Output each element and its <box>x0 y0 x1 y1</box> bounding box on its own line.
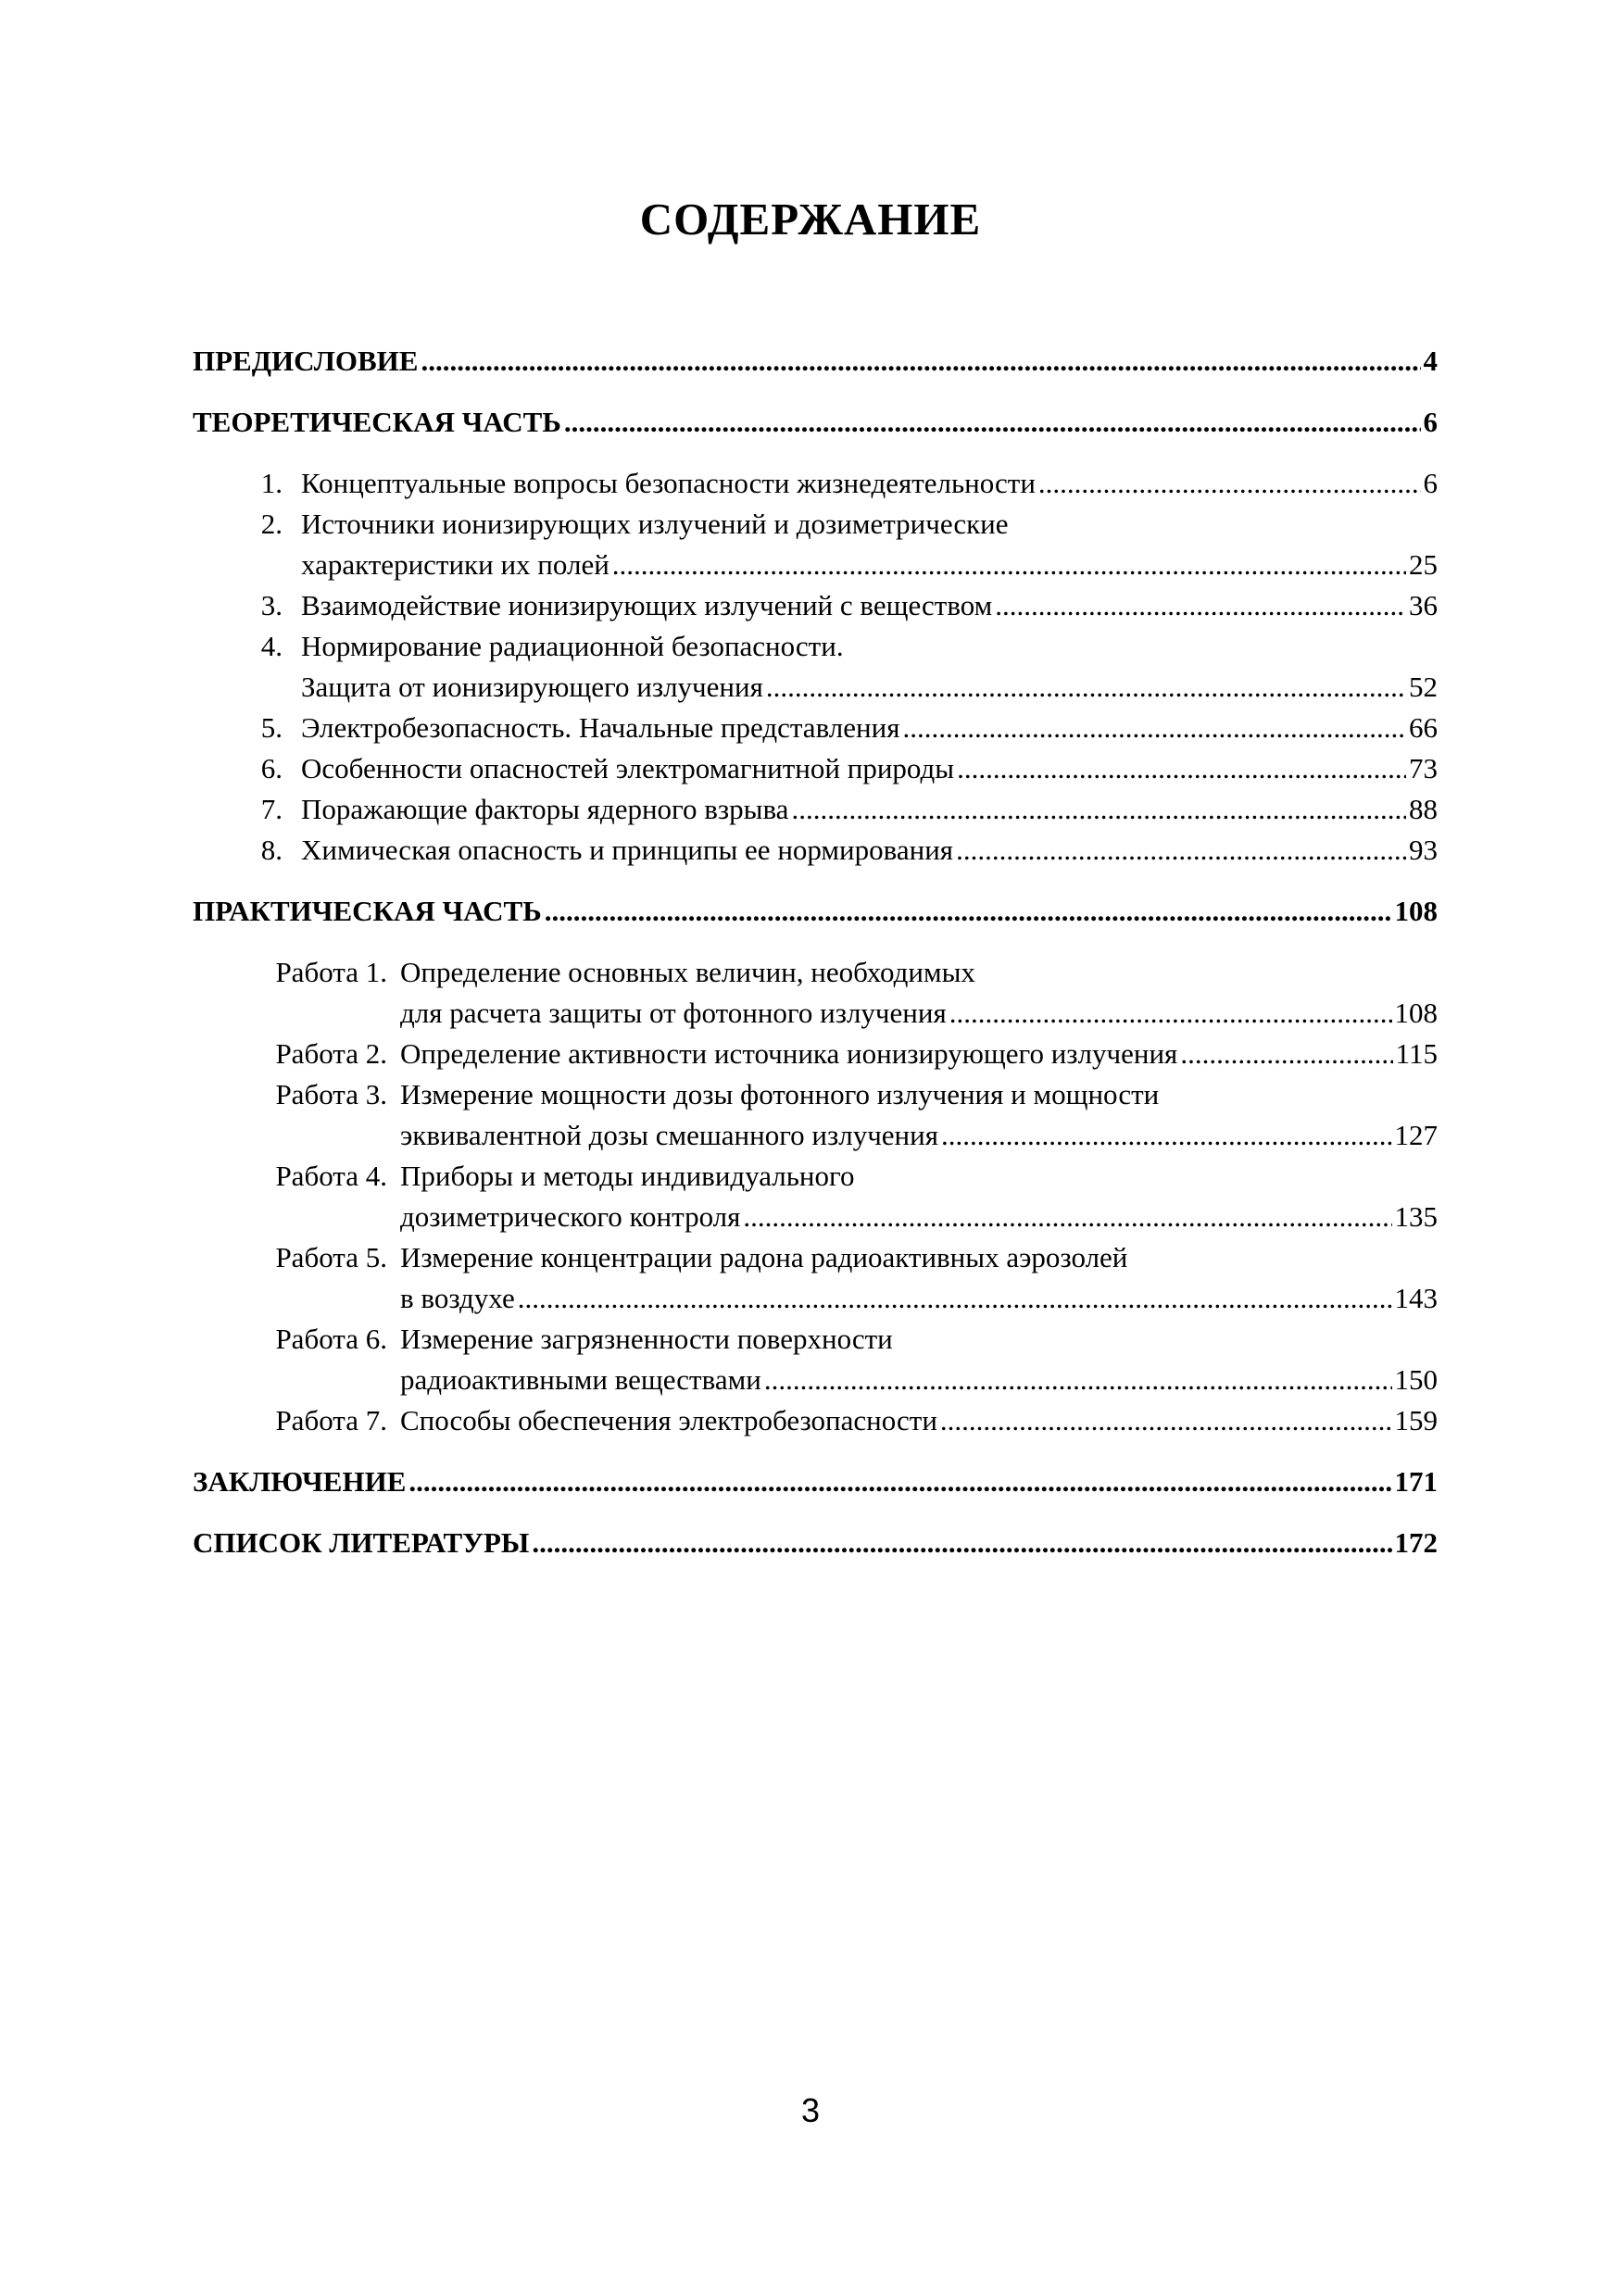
item-number: 2. <box>260 508 283 540</box>
toc-item-line <box>193 1237 1438 1278</box>
toc-item-line <box>193 1319 1438 1360</box>
section-label: ТЕОРЕТИЧЕСКАЯ ЧАСТЬ <box>193 406 561 438</box>
theory-items <box>193 463 1438 871</box>
toc-item <box>193 1197 1438 1237</box>
work-title: Определение активности источника ионизирующего излучения <box>400 1037 1178 1070</box>
page-ref: 6 <box>1423 406 1438 438</box>
item-title-cont: характеристики их полей <box>301 548 609 581</box>
leader-dots <box>612 545 1406 585</box>
practice-works <box>193 952 1438 1441</box>
work-number: Работа 4. <box>275 1160 387 1192</box>
page-ref: 6 <box>1423 467 1438 499</box>
leader-dots <box>532 1523 1391 1563</box>
toc-item <box>193 1360 1438 1400</box>
toc-section-preface <box>193 341 1438 382</box>
toc-item-line <box>193 1156 1438 1197</box>
page-ref: 52 <box>1409 671 1438 703</box>
leader-dots <box>791 789 1406 830</box>
item-title: Источники ионизирующих излучений и дозиметрические <box>301 508 1009 540</box>
leader-dots <box>957 748 1406 789</box>
section-label: ПРАКТИЧЕСКАЯ ЧАСТЬ <box>193 895 542 927</box>
section-label: ЗАКЛЮЧЕНИЕ <box>193 1465 407 1498</box>
leader-dots <box>764 1360 1392 1400</box>
toc-item <box>193 463 1438 504</box>
page-title: СОДЕРЖАНИЕ <box>639 194 982 245</box>
toc-item <box>193 545 1438 585</box>
toc-item-line <box>193 952 1438 993</box>
page-ref: 127 <box>1394 1119 1438 1151</box>
page-ref: 73 <box>1409 752 1438 784</box>
work-title: Приборы и методы индивидуального <box>400 1160 855 1192</box>
item-title: Поражающие факторы ядерного взрыва <box>301 793 789 825</box>
item-number: 6. <box>260 752 283 784</box>
page-ref: 66 <box>1409 711 1438 744</box>
leader-dots <box>995 585 1406 626</box>
page-ref: 25 <box>1409 548 1438 581</box>
work-title-cont: дозиметрического контроля <box>400 1200 741 1233</box>
page-ref: 172 <box>1394 1526 1438 1559</box>
item-title: Нормирование радиационной безопасности. <box>301 630 844 662</box>
item-title: Концептуальные вопросы безопасности жизнедеятельности <box>301 467 1036 499</box>
toc-item-line <box>193 1074 1438 1115</box>
toc-item-line <box>193 626 1438 667</box>
toc-item <box>193 667 1438 708</box>
leader-dots <box>956 830 1406 871</box>
work-title: Измерение мощности дозы фотонного излучения и мощности <box>400 1078 1160 1110</box>
work-number: Работа 6. <box>275 1323 387 1355</box>
work-title-cont: в воздухе <box>400 1282 515 1314</box>
work-number: Работа 2. <box>275 1037 387 1070</box>
work-title-cont: для расчета защиты от фотонного излучения <box>400 997 947 1029</box>
item-number: 4. <box>260 630 283 662</box>
toc-item <box>193 830 1438 871</box>
toc-item <box>193 708 1438 748</box>
section-label: ПРЕДИСЛОВИЕ <box>193 345 419 377</box>
page-ref: 88 <box>1409 793 1438 825</box>
toc-section-conclusion <box>193 1462 1438 1502</box>
item-number: 8. <box>260 834 283 866</box>
item-number: 1. <box>260 467 283 499</box>
page-ref: 4 <box>1423 345 1438 377</box>
work-title: Измерение концентрации радона радиоактивных аэрозолей <box>400 1241 1128 1273</box>
page-ref: 108 <box>1394 997 1438 1029</box>
item-title-cont: Защита от ионизирующего излучения <box>301 671 763 703</box>
item-title: Химическая опасность и принципы ее нормирования <box>301 834 954 866</box>
work-title: Способы обеспечения электробезопасности <box>400 1404 937 1437</box>
item-title: Особенности опасностей электромагнитной природы <box>301 752 955 784</box>
page-ref: 143 <box>1394 1282 1438 1314</box>
work-title: Определение основных величин, необходимых <box>400 956 975 988</box>
work-title-cont: радиоактивными веществами <box>400 1363 761 1396</box>
toc-item <box>193 1400 1438 1441</box>
leader-dots <box>940 1400 1392 1441</box>
leader-dots <box>518 1278 1392 1319</box>
leader-dots <box>1038 463 1421 504</box>
page-ref: 108 <box>1394 895 1438 927</box>
toc-section-practice <box>193 891 1438 932</box>
page-number: 3 <box>800 2091 821 2129</box>
table-of-contents <box>193 341 1438 1563</box>
work-title: Измерение загрязненности поверхности <box>400 1323 893 1355</box>
item-title: Электробезопасность. Начальные представления <box>301 711 900 744</box>
page-ref: 159 <box>1394 1404 1438 1437</box>
page-ref: 135 <box>1394 1200 1438 1233</box>
page-ref: 171 <box>1394 1465 1438 1498</box>
work-number: Работа 5. <box>275 1241 387 1273</box>
item-number: 5. <box>260 711 283 744</box>
section-label: СПИСОК ЛИТЕРАТУРЫ <box>193 1526 530 1559</box>
work-number: Работа 7. <box>275 1404 387 1437</box>
toc-item <box>193 748 1438 789</box>
item-title: Взаимодействие ионизирующих излучений с веществом <box>301 589 993 621</box>
toc-item <box>193 993 1438 1034</box>
toc-item <box>193 585 1438 626</box>
work-number: Работа 1. <box>275 956 387 988</box>
toc-section-references <box>193 1523 1438 1563</box>
leader-dots <box>564 402 1421 443</box>
toc-item <box>193 789 1438 830</box>
page-ref: 93 <box>1409 834 1438 866</box>
toc-item <box>193 1034 1438 1074</box>
item-number: 7. <box>260 793 283 825</box>
work-title-cont: эквивалентной дозы смешанного излучения <box>400 1119 938 1151</box>
leader-dots <box>949 993 1392 1034</box>
item-number: 3. <box>260 589 283 621</box>
leader-dots <box>743 1197 1391 1237</box>
leader-dots <box>766 667 1406 708</box>
toc-item <box>193 1278 1438 1319</box>
leader-dots <box>941 1115 1392 1156</box>
work-number: Работа 3. <box>275 1078 387 1110</box>
leader-dots <box>545 891 1392 932</box>
leader-dots <box>421 341 1420 382</box>
page-ref: 150 <box>1394 1363 1438 1396</box>
leader-dots <box>1180 1034 1392 1074</box>
toc-item-line <box>193 504 1438 545</box>
page-ref: 115 <box>1395 1037 1438 1070</box>
page-ref: 36 <box>1409 589 1438 621</box>
toc-section-theory <box>193 402 1438 443</box>
leader-dots <box>902 708 1406 748</box>
leader-dots <box>408 1462 1391 1502</box>
toc-item <box>193 1115 1438 1156</box>
